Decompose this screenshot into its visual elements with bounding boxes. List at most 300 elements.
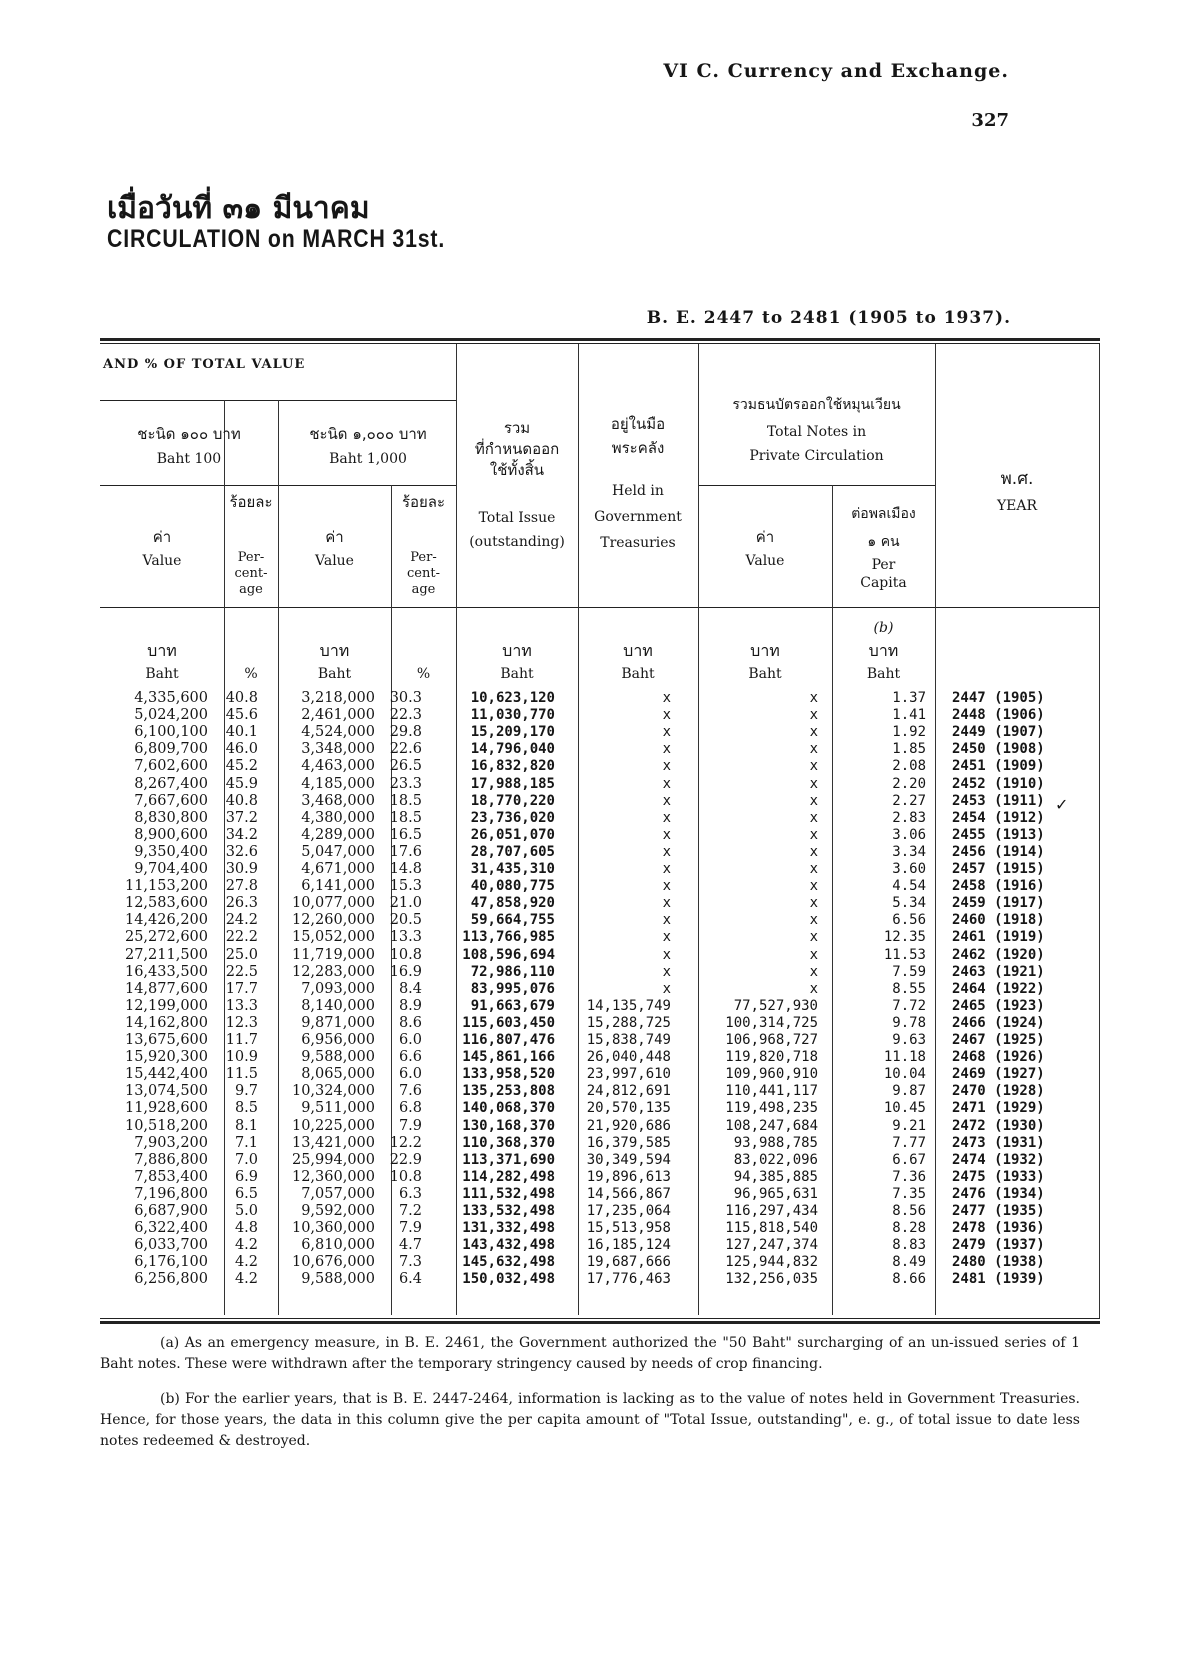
cell-held-treasuries: x <box>662 758 671 775</box>
cell-percent-baht1000: 7.9 <box>398 1220 422 1237</box>
cell-total-issue: 133,958,520 <box>462 1066 555 1083</box>
cell-private-circulation: x <box>809 792 818 809</box>
cell-private-circulation: x <box>809 912 818 929</box>
cell-total-issue: 143,432,498 <box>462 1237 555 1254</box>
cell-per-capita: 7.77 <box>892 1134 926 1151</box>
header-private-th: รวมธนบัตรออกใช้หมุนเวียน <box>732 397 901 413</box>
cell-percent-baht100: 8.5 <box>234 1100 258 1117</box>
cell-total-issue: 15,209,170 <box>470 724 555 741</box>
cell-percent-baht100: 17.7 <box>225 980 258 997</box>
table-row <box>100 1237 1100 1254</box>
cell-year: 2465 (1923) <box>952 997 1045 1014</box>
cell-year: 2472 (1930) <box>952 1117 1045 1134</box>
cell-year: 2478 (1936) <box>952 1220 1045 1237</box>
cell-per-capita: 1.37 <box>892 690 926 706</box>
cell-private-circulation: x <box>809 809 818 826</box>
header-baht1000-th: ชะนิด ๑,๐๐๐ บาท <box>309 425 427 443</box>
cell-value-baht1000: 12,283,000 <box>291 963 375 980</box>
header-baht100: Baht 100 <box>156 451 222 467</box>
cell-value-baht100: 6,322,400 <box>134 1220 208 1237</box>
unit-th: บาท <box>319 641 350 660</box>
header-baht100-th: ชะนิด ๑๐๐ บาท <box>137 425 241 443</box>
cell-percent-baht100: 7.1 <box>234 1134 258 1151</box>
footnote-b: (b) For the earlier years, that is B. E. 2447-2464, information is lacking as to the value of notes held in Government Treasuries. Hence, for those years, the data in this column give the per capita amount of "Total Issue, outstanding", e. g., of total issue to date less notes redeemed & destroyed. <box>100 1391 1080 1449</box>
table-row <box>100 895 1100 912</box>
cell-percent-baht100: 40.1 <box>225 724 258 741</box>
cell-private-circulation: x <box>809 980 818 997</box>
cell-private-circulation: x <box>809 758 818 775</box>
cell-total-issue: 28,707,605 <box>470 843 555 860</box>
cell-total-issue: 114,282,498 <box>462 1168 555 1185</box>
cell-percent-baht100: 6.5 <box>234 1185 258 1202</box>
cell-percent-baht1000: 21.0 <box>389 895 422 912</box>
cell-percent-baht1000: 8.6 <box>398 1014 422 1031</box>
running-head: VI C. Currency and Exchange. <box>663 60 1009 82</box>
cell-held-treasuries: x <box>662 929 671 946</box>
cell-private-circulation: 108,247,684 <box>725 1117 818 1134</box>
cell-total-issue: 133,532,498 <box>462 1203 555 1219</box>
cell-total-issue: 26,051,070 <box>470 826 555 843</box>
cell-value-baht100: 11,153,200 <box>124 878 208 895</box>
cell-per-capita: 1.41 <box>892 707 926 724</box>
cell-total-issue: 130,168,370 <box>462 1117 555 1134</box>
unit: Baht <box>866 666 901 682</box>
table-row <box>100 1118 1100 1135</box>
table-row <box>100 929 1100 946</box>
cell-private-circulation: x <box>809 826 818 843</box>
cell-value-baht1000: 10,225,000 <box>291 1117 375 1134</box>
cell-held-treasuries: x <box>662 809 671 826</box>
cell-percent-baht100: 27.8 <box>225 878 258 895</box>
table-row <box>100 1066 1100 1083</box>
cell-value-baht1000: 9,592,000 <box>301 1203 375 1219</box>
cell-per-capita: 9.87 <box>892 1083 926 1100</box>
table-row <box>100 758 1100 775</box>
table-row <box>100 998 1100 1015</box>
cell-year: 2463 (1921) <box>952 963 1045 980</box>
cell-value-baht100: 6,687,900 <box>134 1203 208 1219</box>
cell-percent-baht1000: 13.3 <box>389 929 422 946</box>
header-percent-th: ร้อยละ <box>401 493 446 511</box>
cell-percent-baht100: 4.8 <box>234 1220 258 1237</box>
table-row <box>100 1100 1100 1117</box>
cell-value-baht100: 7,903,200 <box>134 1134 208 1151</box>
table-row <box>100 844 1100 861</box>
table-row <box>100 1032 1100 1049</box>
cell-percent-baht100: 13.3 <box>225 997 258 1014</box>
cell-held-treasuries: x <box>662 775 671 792</box>
cell-value-baht100: 7,602,600 <box>134 758 208 775</box>
cell-private-circulation: x <box>809 946 818 963</box>
cell-held-treasuries: 21,920,686 <box>586 1117 671 1134</box>
cell-percent-baht100: 26.3 <box>225 895 258 912</box>
cell-private-circulation: x <box>809 895 818 912</box>
cell-percent-baht1000: 18.5 <box>389 792 422 809</box>
cell-percent-baht100: 37.2 <box>225 809 258 826</box>
cell-percent-baht1000: 6.0 <box>398 1032 422 1048</box>
header-percentage: Per- cent- age <box>407 550 440 597</box>
cell-private-circulation: 83,022,096 <box>733 1151 818 1168</box>
table-row <box>100 1015 1100 1032</box>
cell-percent-baht100: 5.0 <box>234 1203 258 1219</box>
cell-total-issue: 91,663,679 <box>470 997 555 1014</box>
cell-value-baht100: 8,267,400 <box>134 775 208 792</box>
cell-total-issue: 16,832,820 <box>470 758 555 775</box>
cell-held-treasuries: x <box>662 724 671 741</box>
cell-year: 2458 (1916) <box>952 878 1045 895</box>
cell-percent-baht1000: 8.9 <box>398 997 422 1014</box>
cell-per-capita: 8.49 <box>892 1254 926 1271</box>
table-row <box>100 912 1100 929</box>
bottom-rule <box>100 1321 1100 1324</box>
cell-per-capita: 10.45 <box>883 1100 926 1117</box>
cell-per-capita: 8.55 <box>892 980 926 997</box>
cell-value-baht100: 5,024,200 <box>134 707 208 724</box>
cell-private-circulation: 116,297,434 <box>725 1203 818 1219</box>
cell-percent-baht100: 45.9 <box>225 775 258 792</box>
cell-year: 2467 (1925) <box>952 1032 1045 1048</box>
cell-year: 2454 (1912) <box>952 809 1045 826</box>
cell-percent-baht1000: 22.3 <box>389 707 422 724</box>
cell-percent-baht100: 10.9 <box>225 1049 258 1066</box>
cell-total-issue: 145,632,498 <box>462 1254 555 1271</box>
cell-year: 2460 (1918) <box>952 912 1045 929</box>
cell-per-capita: 7.72 <box>892 997 926 1014</box>
cell-percent-baht1000: 16.5 <box>389 826 422 843</box>
cell-value-baht1000: 3,468,000 <box>301 792 375 809</box>
cell-percent-baht100: 4.2 <box>234 1254 258 1271</box>
cell-total-issue: 111,532,498 <box>462 1185 555 1202</box>
header-value-th: ค่า <box>325 528 344 546</box>
cell-percent-baht100: 4.2 <box>234 1271 258 1288</box>
cell-percent-baht1000: 7.9 <box>398 1117 422 1134</box>
header-total-issue: Total Issue (outstanding) <box>469 510 565 550</box>
cell-held-treasuries: x <box>662 707 671 724</box>
cell-value-baht1000: 25,994,000 <box>291 1151 375 1168</box>
cell-value-baht1000: 2,461,000 <box>301 707 375 724</box>
cell-total-issue: 115,603,450 <box>462 1014 555 1031</box>
cell-value-baht100: 15,442,400 <box>124 1066 208 1083</box>
cell-percent-baht1000: 16.9 <box>389 963 422 980</box>
cell-per-capita: 7.35 <box>892 1185 926 1202</box>
cell-percent-baht100: 6.9 <box>234 1168 258 1185</box>
cell-year: 2470 (1928) <box>952 1083 1045 1100</box>
cell-held-treasuries: 23,997,610 <box>586 1066 671 1083</box>
cell-per-capita: 9.21 <box>892 1117 926 1134</box>
header-total-issue-th: รวม ที่กำหนดออก ใช้ทั้งสิ้น <box>474 419 560 479</box>
table-row <box>100 964 1100 981</box>
cell-held-treasuries: 19,896,613 <box>586 1168 671 1185</box>
cell-year: 2447 (1905) <box>952 690 1045 706</box>
cell-held-treasuries: x <box>662 980 671 997</box>
cell-value-baht100: 9,350,400 <box>134 843 208 860</box>
unit-th: บาท <box>147 641 177 660</box>
cell-held-treasuries: x <box>662 826 671 843</box>
cell-value-baht1000: 4,380,000 <box>301 809 375 826</box>
table-row <box>100 793 1100 810</box>
cell-percent-baht100: 45.6 <box>225 707 258 724</box>
cell-value-baht1000: 8,065,000 <box>301 1066 375 1083</box>
cell-per-capita: 9.63 <box>892 1032 926 1048</box>
cell-value-baht1000: 7,057,000 <box>301 1185 375 1202</box>
cell-per-capita: 3.06 <box>892 826 926 843</box>
cell-private-circulation: 96,965,631 <box>733 1185 818 1202</box>
cell-percent-baht1000: 6.3 <box>398 1185 422 1202</box>
cell-private-circulation: x <box>809 963 818 980</box>
cell-percent-baht100: 40.8 <box>225 792 258 809</box>
cell-value-baht100: 13,074,500 <box>124 1083 208 1100</box>
cell-year: 2468 (1926) <box>952 1049 1045 1066</box>
cell-value-baht100: 15,920,300 <box>124 1049 208 1066</box>
cell-percent-baht1000: 14.8 <box>389 861 422 877</box>
cell-year: 2476 (1934) <box>952 1185 1045 1202</box>
cell-year: 2479 (1937) <box>952 1237 1045 1254</box>
range-note: B. E. 2447 to 2481 (1905 to 1937). <box>646 308 1011 328</box>
cell-private-circulation: x <box>809 690 818 706</box>
header-value: Value <box>745 553 785 569</box>
table-row <box>100 1135 1100 1152</box>
table-row <box>100 947 1100 964</box>
cell-year: 2450 (1908) <box>952 741 1045 758</box>
cell-per-capita: 1.92 <box>892 724 926 741</box>
cell-value-baht100: 27,211,500 <box>124 946 208 963</box>
cell-total-issue: 23,736,020 <box>470 809 555 826</box>
cell-private-circulation: 77,527,930 <box>733 997 818 1014</box>
cell-value-baht100: 12,583,600 <box>124 895 208 912</box>
header-and-percent: AND % OF TOTAL VALUE <box>103 357 306 372</box>
cell-year: 2456 (1914) <box>952 843 1045 860</box>
cell-private-circulation: 132,256,035 <box>725 1271 818 1288</box>
cell-percent-baht1000: 20.5 <box>389 912 422 929</box>
cell-held-treasuries: x <box>662 946 671 963</box>
cell-value-baht100: 11,928,600 <box>124 1100 208 1117</box>
cell-percent-baht100: 24.2 <box>225 912 258 929</box>
cell-per-capita: 2.20 <box>892 775 926 792</box>
cell-year: 2471 (1929) <box>952 1100 1045 1117</box>
unit-th: บาท <box>502 641 532 660</box>
cell-per-capita: 7.59 <box>892 963 926 980</box>
cell-per-capita: 9.78 <box>892 1014 926 1031</box>
bottom-rule-thin <box>100 1318 1100 1319</box>
table-row <box>100 981 1100 998</box>
cell-value-baht1000: 13,421,000 <box>291 1134 375 1151</box>
cell-percent-baht100: 32.6 <box>225 843 258 860</box>
cell-private-circulation: x <box>809 878 818 895</box>
cell-value-baht1000: 3,218,000 <box>301 690 375 706</box>
cell-percent-baht100: 11.7 <box>225 1032 258 1048</box>
cell-held-treasuries: 26,040,448 <box>586 1049 671 1066</box>
cell-percent-baht1000: 29.8 <box>389 724 422 741</box>
cell-private-circulation: 110,441,117 <box>725 1083 818 1100</box>
cell-year: 2474 (1932) <box>952 1151 1045 1168</box>
cell-total-issue: 110,368,370 <box>462 1134 555 1151</box>
header-baht1000: Baht 1,000 <box>329 451 407 467</box>
table-row <box>100 1169 1100 1186</box>
cell-total-issue: 150,032,498 <box>462 1271 555 1288</box>
cell-percent-baht1000: 7.6 <box>398 1083 422 1100</box>
cell-value-baht1000: 4,524,000 <box>301 724 375 741</box>
cell-held-treasuries: x <box>662 792 671 809</box>
title-thai: เมื่อวันที่ ๓๑ มีนาคม <box>107 191 370 226</box>
cell-percent-baht1000: 7.3 <box>398 1254 422 1271</box>
cell-total-issue: 140,068,370 <box>462 1100 555 1117</box>
cell-per-capita: 8.56 <box>892 1203 926 1219</box>
unit: Baht <box>145 666 179 682</box>
table-row <box>100 861 1100 878</box>
cell-held-treasuries: x <box>662 843 671 860</box>
header-held-th: อยู่ในมือ พระคลัง <box>610 415 666 457</box>
cell-value-baht100: 6,809,700 <box>134 741 208 758</box>
cell-percent-baht100: 46.0 <box>225 741 258 758</box>
cell-value-baht1000: 7,093,000 <box>301 980 375 997</box>
cell-held-treasuries: x <box>662 963 671 980</box>
cell-held-treasuries: 24,812,691 <box>586 1083 671 1100</box>
private-subhead-rule <box>698 485 935 486</box>
cell-per-capita: 1.85 <box>892 741 926 758</box>
header-per-capita-th: ต่อพลเมือง ๑ คน <box>851 506 916 550</box>
cell-value-baht1000: 6,956,000 <box>301 1032 375 1048</box>
cell-value-baht1000: 9,588,000 <box>301 1049 375 1066</box>
cell-value-baht100: 13,675,600 <box>124 1032 208 1048</box>
cell-year: 2469 (1927) <box>952 1066 1045 1083</box>
cell-percent-baht100: 22.2 <box>225 929 258 946</box>
cell-value-baht1000: 10,324,000 <box>291 1083 375 1100</box>
cell-year: 2459 (1917) <box>952 895 1045 912</box>
cell-percent-baht100: 8.1 <box>234 1117 258 1134</box>
cell-private-circulation: x <box>809 741 818 758</box>
header-value-th: ค่า <box>755 528 775 546</box>
cell-percent-baht1000: 12.2 <box>389 1134 422 1151</box>
cell-per-capita: 6.56 <box>892 912 926 929</box>
cell-percent-baht1000: 17.6 <box>389 843 422 860</box>
cell-private-circulation: 125,944,832 <box>725 1254 818 1271</box>
cell-per-capita: 12.35 <box>883 929 926 946</box>
cell-percent-baht100: 4.2 <box>234 1237 258 1254</box>
header-year: YEAR <box>996 498 1038 514</box>
cell-year: 2477 (1935) <box>952 1203 1045 1219</box>
cell-value-baht1000: 9,871,000 <box>301 1014 375 1031</box>
cell-percent-baht100: 30.9 <box>225 861 258 877</box>
margin-check-mark: ✓ <box>1055 795 1069 814</box>
cell-held-treasuries: 16,185,124 <box>586 1237 671 1254</box>
cell-private-circulation: x <box>809 724 818 741</box>
page-number: 327 <box>971 110 1009 131</box>
cell-value-baht100: 12,199,000 <box>124 997 208 1014</box>
cell-total-issue: 113,766,985 <box>462 929 555 946</box>
cell-value-baht1000: 15,052,000 <box>291 929 375 946</box>
cell-per-capita: 4.54 <box>892 878 926 895</box>
table-row <box>100 1152 1100 1169</box>
cell-held-treasuries: 15,513,958 <box>586 1220 671 1237</box>
unit-th: บาท <box>623 641 653 660</box>
cell-percent-baht1000: 23.3 <box>389 775 422 792</box>
cell-private-circulation: 119,820,718 <box>725 1049 818 1066</box>
cell-value-baht100: 14,426,200 <box>124 912 208 929</box>
unit: Baht <box>317 666 352 682</box>
cell-held-treasuries: 14,566,867 <box>586 1185 671 1202</box>
cell-per-capita: 3.60 <box>892 861 926 877</box>
cell-total-issue: 145,861,166 <box>462 1049 555 1066</box>
unit-percent: % <box>244 666 258 682</box>
cell-held-treasuries: 17,235,064 <box>586 1203 671 1219</box>
cell-percent-baht100: 34.2 <box>225 826 258 843</box>
table-row <box>100 1083 1100 1100</box>
cell-value-baht100: 6,100,100 <box>134 724 208 741</box>
cell-value-baht1000: 4,671,000 <box>301 861 375 877</box>
header-percent-th: ร้อยละ <box>229 493 273 511</box>
cell-per-capita: 7.36 <box>892 1168 926 1185</box>
header-year-th: พ.ศ. <box>1000 469 1034 489</box>
cell-value-baht1000: 11,719,000 <box>291 946 375 963</box>
cell-value-baht100: 7,196,800 <box>134 1185 208 1202</box>
cell-per-capita: 10.04 <box>883 1066 926 1083</box>
cell-total-issue: 135,253,808 <box>462 1083 555 1100</box>
cell-private-circulation: 106,968,727 <box>725 1032 818 1048</box>
cell-percent-baht1000: 6.8 <box>398 1100 422 1117</box>
cell-value-baht1000: 4,289,000 <box>301 826 375 843</box>
cell-value-baht1000: 9,511,000 <box>301 1100 375 1117</box>
header-bottom-rule <box>100 607 1100 608</box>
cell-value-baht100: 4,335,600 <box>134 690 208 706</box>
cell-value-baht1000: 6,141,000 <box>301 878 375 895</box>
cell-percent-baht1000: 10.8 <box>389 946 422 963</box>
table-row <box>100 1220 1100 1237</box>
cell-value-baht1000: 4,463,000 <box>301 758 375 775</box>
cell-total-issue: 72,986,110 <box>470 963 555 980</box>
cell-private-circulation: x <box>809 707 818 724</box>
cell-percent-baht1000: 22.9 <box>389 1151 422 1168</box>
cell-percent-baht1000: 15.3 <box>389 878 422 895</box>
cell-per-capita: 11.53 <box>883 946 926 963</box>
cell-private-circulation: x <box>809 929 818 946</box>
cell-held-treasuries: 17,776,463 <box>586 1271 671 1288</box>
cell-value-baht1000: 8,140,000 <box>301 997 375 1014</box>
header-held: Held in Government Treasuries <box>594 483 682 551</box>
table-row <box>100 1049 1100 1066</box>
cell-year: 2451 (1909) <box>952 758 1045 775</box>
cell-value-baht100: 6,256,800 <box>134 1271 208 1288</box>
cell-held-treasuries: 19,687,666 <box>586 1254 671 1271</box>
cell-year: 2448 (1906) <box>952 707 1045 724</box>
cell-total-issue: 14,796,040 <box>470 741 555 758</box>
cell-private-circulation: 127,247,374 <box>725 1237 818 1254</box>
cell-year: 2466 (1924) <box>952 1014 1045 1031</box>
cell-percent-baht100: 25.0 <box>225 946 258 963</box>
cell-held-treasuries: 15,838,749 <box>586 1032 671 1048</box>
table-row <box>100 1271 1100 1288</box>
cell-held-treasuries: 15,288,725 <box>586 1014 671 1031</box>
cell-year: 2480 (1938) <box>952 1254 1045 1271</box>
header-per-capita: Per Capita <box>860 557 907 591</box>
cell-percent-baht1000: 26.5 <box>389 758 422 775</box>
cell-total-issue: 59,664,755 <box>470 912 555 929</box>
cell-value-baht1000: 12,260,000 <box>291 912 375 929</box>
cell-value-baht1000: 3,348,000 <box>301 741 375 758</box>
cell-per-capita: 8.66 <box>892 1271 926 1288</box>
note-b-marker: (b) <box>873 620 894 636</box>
cell-held-treasuries: x <box>662 895 671 912</box>
cell-private-circulation: 109,960,910 <box>725 1066 818 1083</box>
cell-value-baht1000: 10,077,000 <box>291 895 375 912</box>
cell-value-baht1000: 10,360,000 <box>291 1220 375 1237</box>
cell-value-baht100: 7,886,800 <box>134 1151 208 1168</box>
cell-held-treasuries: x <box>662 741 671 758</box>
cell-percent-baht1000: 10.8 <box>389 1168 422 1185</box>
cell-held-treasuries: x <box>662 912 671 929</box>
footnote-a: (a) As an emergency measure, in B. E. 2461, the Government authorized the "50 Baht" surcharging of an un-issued series of 1 Baht notes. These were withdrawn after the temporary stringency caused by needs of crop financing. <box>100 1335 1080 1372</box>
cell-percent-baht100: 12.3 <box>225 1014 258 1031</box>
cell-year: 2481 (1939) <box>952 1271 1045 1288</box>
